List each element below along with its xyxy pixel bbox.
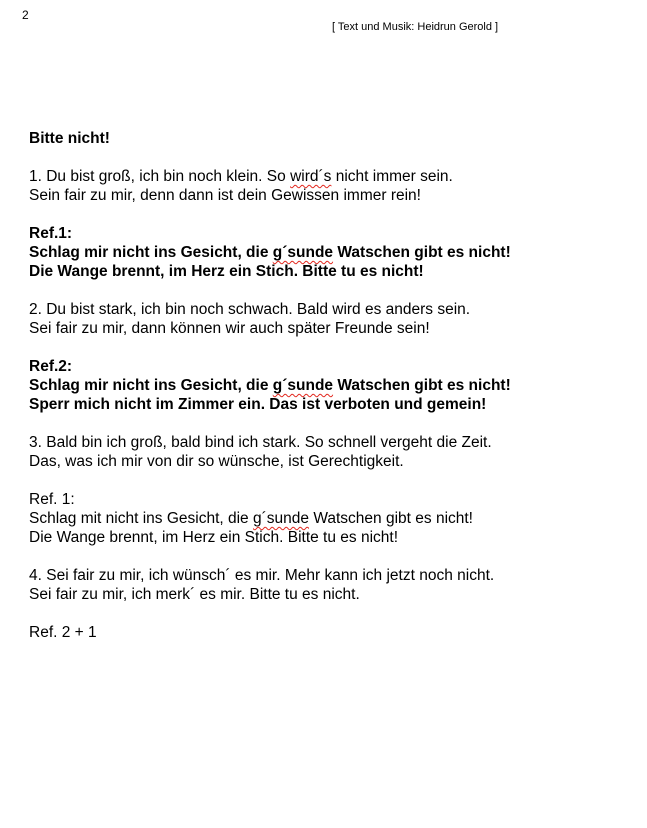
verse-1-line-2: Sein fair zu mir, denn dann ist dein Gewissen immer rein!: [29, 187, 421, 204]
refrain-1-repeat-label: Ref. 1:: [29, 491, 75, 508]
page-number: 2: [22, 8, 29, 22]
verse-2-line-1: 2. Du bist stark, ich bin noch schwach. Bald wird es anders sein.: [29, 301, 471, 318]
verse-4-line-2: Sei fair zu mir, ich merk´ es mir. Bitte tu es nicht.: [29, 586, 360, 603]
spellcheck-word: wird´s: [290, 168, 332, 185]
final-refrain-note: Ref. 2 + 1: [29, 624, 97, 641]
refrain-1-line-1-start: Schlag mir nicht ins Gesicht, die: [29, 244, 273, 261]
refrain-1-repeat-line-1-start: Schlag mit nicht ins Gesicht, die: [29, 510, 253, 527]
song-text: [29, 129, 629, 661]
refrain-1-line-1-end: Watschen gibt es nicht!: [333, 244, 511, 261]
refrain-2-label: Ref.2:: [29, 358, 73, 375]
verse-1: [29, 167, 629, 205]
refrain-2-line-1-start: Schlag mir nicht ins Gesicht, die: [29, 377, 273, 394]
spellcheck-word: g´sunde: [272, 244, 334, 261]
verse-1-line-1-start: 1. Du bist groß, ich bin noch klein. So: [29, 168, 291, 185]
refrain-1-line-1: [29, 243, 629, 262]
refrain-2-line-1: [29, 376, 629, 395]
verse-2-line-2: Sei fair zu mir, dann können wir auch später Freunde sein!: [29, 320, 430, 337]
verse-3-line-1: 3. Bald bin ich groß, bald bind ich stark. So schnell vergeht die Zeit.: [29, 434, 492, 451]
spellcheck-word: g´sunde: [253, 510, 310, 527]
refrain-1-repeat-line-1-end: Watschen gibt es nicht!: [309, 510, 473, 527]
verse-4-line-1: 4. Sei fair zu mir, ich wünsch´ es mir. Mehr kann ich jetzt noch nicht.: [29, 567, 495, 584]
refrain-1: [29, 224, 629, 281]
song-title: Bitte nicht!: [29, 130, 110, 147]
spellcheck-word: g´sunde: [272, 377, 334, 394]
refrain-1-label: Ref.1:: [29, 225, 73, 242]
verse-1-line-1: [29, 167, 629, 186]
refrain-1-line-2: Die Wange brennt, im Herz ein Stich. Bitte tu es nicht!: [29, 263, 424, 280]
refrain-1-repeat-line-1: [29, 509, 629, 528]
verse-3-line-2: Das, was ich mir von dir so wünsche, ist Gerechtigkeit.: [29, 453, 404, 470]
refrain-1-repeat-line-2: Die Wange brennt, im Herz ein Stich. Bitte tu es nicht!: [29, 529, 399, 546]
verse-1-line-1-end: nicht immer sein.: [331, 168, 453, 185]
verse-2: [29, 300, 629, 338]
verse-4: [29, 566, 629, 604]
refrain-2-line-2: Sperr mich nicht im Zimmer ein. Das ist verboten und gemein!: [29, 396, 487, 413]
refrain-2: [29, 357, 629, 414]
refrain-1-repeat: [29, 490, 629, 547]
verse-3: [29, 433, 629, 471]
credits-line: [ Text und Musik: Heidrun Gerold ]: [332, 21, 499, 33]
refrain-2-line-1-end: Watschen gibt es nicht!: [333, 377, 511, 394]
